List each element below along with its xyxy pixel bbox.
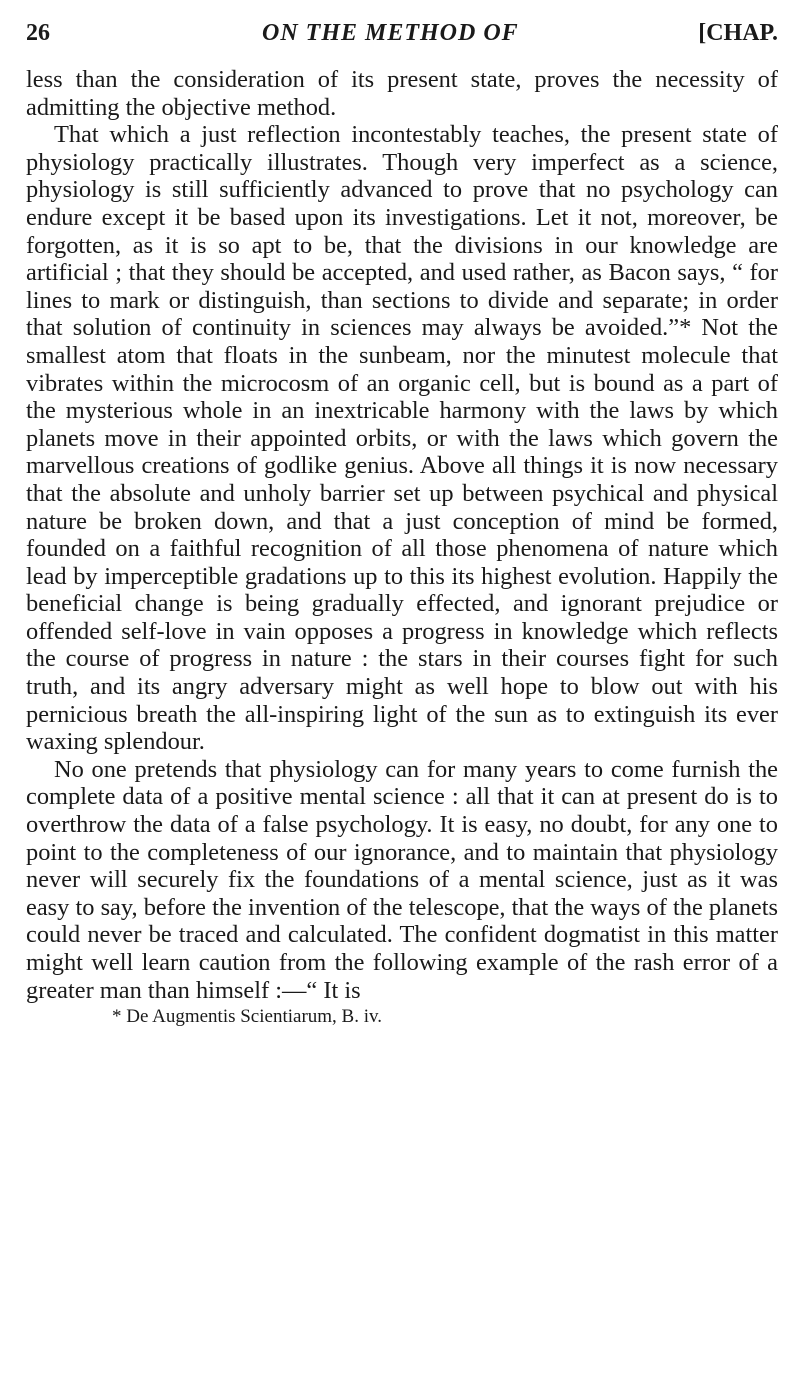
footnote: * De Augmentis Scientiarum, B. iv. — [112, 1006, 383, 1028]
running-title: ON THE METHOD OF — [262, 20, 519, 46]
paragraph-positive-science: No one pretends that physiology can for many years to come furnish the complete data of a positive mental science : all that it can at present do is to overthrow the data of a false psychology. It is easy, no doubt, for any one to point to the completeness of our ignorance, and to maintain that physiology never will securely fix the foundations of a mental science, just as it was easy to say, before the invention of the telescope, that the ways of the planets could never be traced and calculated. The confident dogmatist in this matter might well learn caution from the following example of the rash error of a greater man than himself :—“ It is — [26, 755, 778, 1004]
paragraph-continued: less than the consideration of its present state, proves the necessity of admitting the objective method. — [26, 66, 778, 121]
page-number: 26 — [26, 20, 50, 46]
chapter-mark: [CHAP. — [698, 20, 778, 46]
body-text — [26, 66, 778, 1004]
paragraph-physiology: That which a just reflection incontestably teaches, the present state of physiology practically illustrates. Though very imperfect as a science, physiology is still sufficiently advanced to prove that no psychology can endure except it be based upon its investigations. Let it not, moreover, be forgotten, as it is so apt to be, that the divisions in our knowledge are artificial ; that they should be accepted, and used rather, as Bacon says, “ for lines to mark or distinguish, than sections to divide and separate; in order that solution of continuity in sciences may always be avoided.”* Not the smallest atom that floats in the sunbeam, nor the minutest molecule that vibrates within the microcosm of an organic cell, but is bound as a part of the mysterious whole in an inextricable harmony with the laws by which planets move in their appointed orbits, or with the laws which govern the marvellous creations of godlike genius. Above all things it is now necessary that the absolute and unholy barrier set up between psychical and physical nature be broken down, and that a just conception of mind be formed, founded on a faithful recognition of all those phenomena of nature which lead by imperceptible gradations up to this its highest evolution. Happily the beneficial change is being gradually effected, and ignorant prejudice or offended self-love in vain opposes a progress in knowledge which reflects the course of progress in nature : the stars in their courses fight for such truth, and its angry adversary might as well hope to blow out with his pernicious breath the all-inspiring light of the sun as to extinguish its ever waxing splendour. — [26, 121, 778, 756]
running-head — [26, 14, 778, 54]
book-page — [26, 14, 778, 1028]
